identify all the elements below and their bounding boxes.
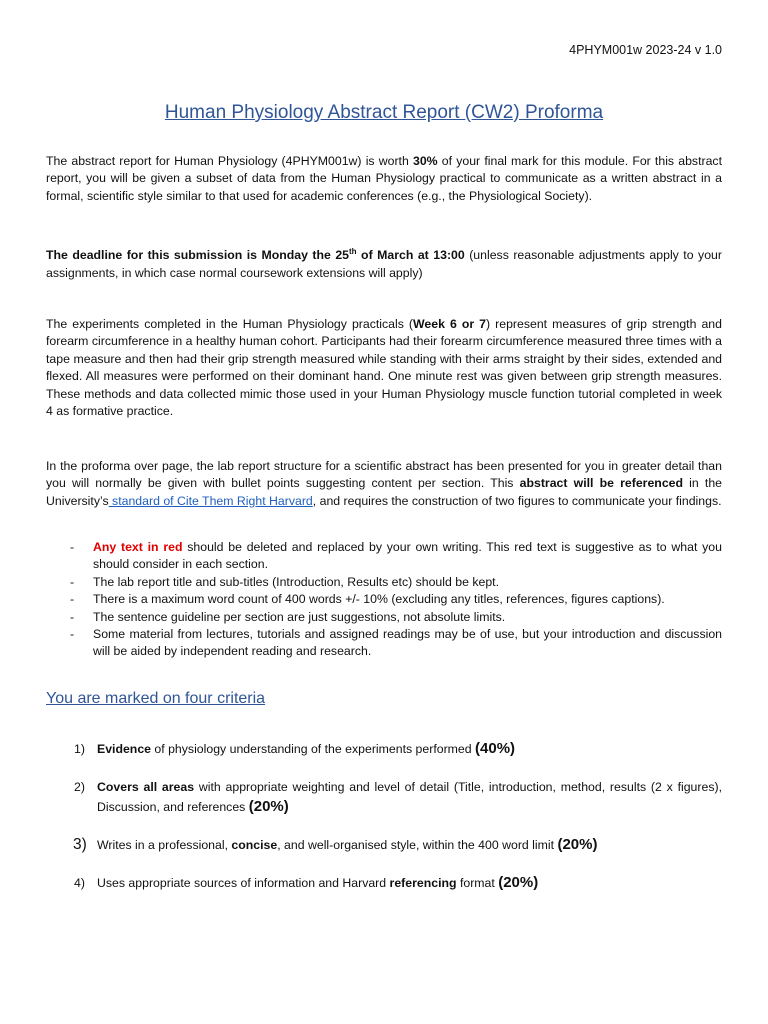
deadline-time: of March at 13:00 [356, 248, 465, 263]
intro-text-rest: of your final mark for this module. For this abstract report, you will be given a subset of data from the Human Physiology practical to communicate as a written abstract in a formal, scientific style similar to that used for academic conferences (e.g., the Physiological Society). [46, 154, 722, 203]
deadline-date-text: The deadline for this submission is Monday the 25 [46, 248, 350, 263]
list-item [46, 539, 722, 574]
bullet-text: Some material from lectures, tutorials and assigned readings may be of use, but your introduction and discussion will be aided by independent reading and research. [93, 627, 722, 659]
deadline-date [46, 248, 465, 262]
criterion-evidence [46, 739, 722, 759]
list-item [46, 626, 722, 661]
deadline-note: (unless reasonable adjustments apply to your assignments, in which case normal coursework extensions will apply) [46, 248, 722, 280]
criterion-number: 2) [74, 780, 85, 794]
deadline-paragraph [46, 243, 722, 282]
criterion-text-rest: , and well-organised style, within the 400 word limit [277, 838, 558, 852]
list-item [46, 591, 722, 608]
criterion-keyword: Evidence [97, 742, 151, 756]
criterion-weight: (20%) [557, 836, 598, 853]
bullet-text: should be deleted and replaced by your own writing. This red text is suggestive as to what you should consider in each section. [93, 540, 722, 572]
criterion-referencing [46, 873, 722, 893]
criterion-coverage [46, 777, 722, 817]
criterion-text: Writes in a professional, [97, 838, 232, 852]
bullet-dash: - [70, 592, 75, 607]
list-item [46, 609, 722, 626]
proforma-text: In the proforma over page, the lab report structure for a scientific abstract has been presented for you in greater detail than you will normally be given with bullet points suggesting content per section. This [46, 459, 722, 491]
criterion-weight: (20%) [498, 874, 539, 891]
criterion-text: Uses appropriate sources of information and Harvard [97, 876, 390, 890]
criterion-keyword: concise [231, 838, 278, 852]
experiments-text-rest: ) represent measures of grip strength and forearm circumference in a healthy human cohort. Participants had their forearm circumference measured three times with a tape measure and then had their grip strength measured while standing with their arms straight by their sides, extended and flexed. All measures were performed on their dominant hand. One minute rest was given between grip strength measures. These methods and data collected mimic those used in your Human Physiology muscle function tutorial completed in week 4 as formative practice. [46, 317, 722, 419]
proforma-paragraph [46, 458, 722, 510]
cite-them-right-harvard-link[interactable]: standard of Cite Them Right Harvard [108, 493, 313, 508]
proforma-referenced: abstract will be referenced [519, 476, 684, 491]
bullet-dash: - [70, 627, 75, 642]
experiments-text: The experiments completed in the Human Physiology practicals ( [46, 317, 414, 331]
bullet-dash: - [70, 540, 75, 554]
criteria-heading: You are marked on four criteria [46, 690, 266, 707]
criterion-keyword: Covers all areas [97, 780, 195, 794]
criterion-number: 1) [74, 742, 85, 756]
criterion-text: of physiology understanding of the experiments performed [151, 742, 476, 756]
criterion-keyword: referencing [389, 876, 457, 890]
bullet-dash: - [70, 609, 75, 624]
criterion-weight: (40%) [475, 740, 516, 757]
intro-paragraph [46, 153, 722, 205]
experiments-paragraph [46, 316, 722, 420]
bullet-text: There is a maximum word count of 400 words +/- 10% (excluding any titles, references, figures captions). [93, 592, 665, 607]
marking-criteria-list [46, 739, 722, 911]
list-item [46, 574, 722, 591]
guidance-bullet-list [46, 539, 722, 661]
bullet-text: The lab report title and sub-titles (Introduction, Results etc) should be kept. [93, 574, 500, 589]
criterion-text: with appropriate weighting and level of detail (Title, introduction, method, results (2 x figures), Discussion, and references [97, 780, 722, 814]
proforma-university: in the University’s [46, 476, 723, 508]
criterion-style [46, 835, 722, 855]
deadline-date-suffix: th [349, 247, 357, 256]
bullet-dash: - [70, 574, 75, 589]
intro-text: The abstract report for Human Physiology (4PHYM001w) is worth [46, 154, 413, 168]
criterion-number: 3) [73, 836, 87, 853]
criterion-number: 4) [74, 876, 85, 890]
bullet-text: The sentence guideline per section are just suggestions, not absolute limits. [93, 609, 506, 624]
page-title: Human Physiology Abstract Report (CW2) Proforma [164, 102, 604, 123]
intro-weight: 30% [413, 154, 438, 168]
criterion-text-rest: format [456, 876, 499, 890]
criterion-weight: (20%) [248, 798, 289, 815]
module-version-reference: 4PHYM001w 2023-24 v 1.0 [569, 43, 722, 57]
red-text-note: Any text in red [93, 540, 183, 554]
experiments-week: Week 6 or 7 [413, 317, 487, 331]
proforma-text-rest: , and requires the construction of two figures to communicate your findings. [312, 493, 722, 508]
